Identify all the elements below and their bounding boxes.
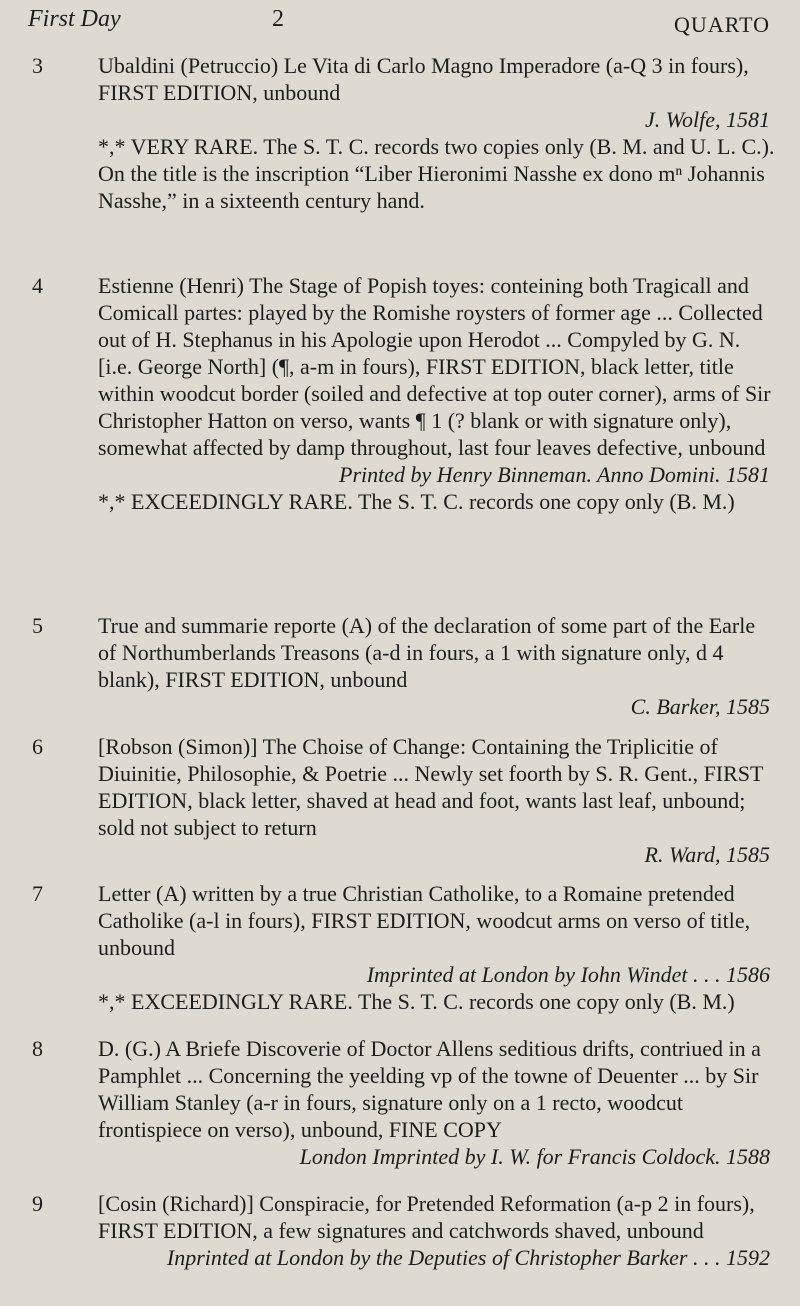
lot-7 (32, 880, 778, 1015)
lot-6 (32, 733, 778, 868)
lot-number: 5 (32, 613, 43, 638)
lot-imprint: Imprinted at London by Iohn Windet . . . 1586 (366, 962, 770, 987)
lot-4 (32, 272, 778, 515)
lot-description: Ubaldini (Petruccio) Le Vita di Carlo Magno Imperadore (a-Q 3 in fours), FIRST EDITION, unbound (98, 53, 749, 105)
lot-number: 6 (32, 734, 43, 759)
lot-number: 8 (32, 1036, 43, 1061)
lot-description: D. (G.) A Briefe Discoverie of Doctor Allens seditious drifts, contriued in a Pamphlet ... Concerning the yeelding vp of the towne of Deuenter ... by Sir William Stanley (a-r in fours, signature only on a 1 recto, woodcut frontispiece on verso), unbound, FINE COPY (98, 1036, 761, 1142)
lot-imprint: C. Barker, 1585 (630, 694, 770, 719)
lot-description: True and summarie reporte (A) of the declaration of some part of the Earle of Northumberlands Treasons (a-d in fours, a 1 with signature only, d 4 blank), FIRST EDITION, unbound (98, 613, 756, 692)
lot-description: Estienne (Henri) The Stage of Popish toyes: conteining both Tragicall and Comicall partes: played by the Romishe roysters of former age ... Collected out of H. Stephanus in his Apologie upon Herodot ... Compyled by G. N. [i.e. George North] (¶, a-m in fours), FIRST EDITION, black letter, title within woodcut border (soiled and defective at top outer corner), arms of Sir Christopher Hatton on verso, wants ¶ 1 (? blank or with signature only), somewhat affected by damp throughout, last four leaves defective, unbound (98, 273, 771, 460)
lot-note: *,* EXCEEDINGLY RARE. The S. T. C. records one copy only (B. M.) (98, 489, 735, 514)
lot-5 (32, 612, 778, 720)
lot-imprint: J. Wolfe, 1581 (644, 107, 770, 132)
page-header (28, 6, 770, 42)
lot-imprint: R. Ward, 1585 (644, 842, 770, 867)
lot-imprint: Inprinted at London by the Deputies of Christopher Barker . . . 1592 (166, 1245, 770, 1270)
header-right: QUARTO (674, 12, 770, 37)
lot-description: [Robson (Simon)] The Choise of Change: Containing the Triplicitie of Diuinitie, Philosophie, & Poetrie ... Newly set foorth by S. R. Gent., FIRST EDITION, black letter, shaved at head and foot, wants last leaf, unbound; sold not subject to return (98, 734, 764, 840)
lot-8 (32, 1035, 778, 1170)
lot-imprint: Printed by Henry Binneman. Anno Domini. 1581 (339, 462, 770, 487)
lot-3 (32, 52, 778, 214)
lot-number: 7 (32, 881, 43, 906)
lot-number: 9 (32, 1191, 43, 1216)
lot-note: *,* EXCEEDINGLY RARE. The S. T. C. records one copy only (B. M.) (98, 989, 735, 1014)
lot-number: 4 (32, 273, 43, 298)
page-number: 2 (272, 6, 284, 32)
lot-number: 3 (32, 53, 43, 78)
header-left: First Day (28, 6, 121, 32)
lot-9 (32, 1190, 778, 1271)
lot-note: *,* VERY RARE. The S. T. C. records two copies only (B. M. and U. L. C.). On the title is the inscription “Liber Hieronimi Nasshe ex dono mⁿ Johannis Nasshe,” in a sixteenth century hand. (98, 134, 775, 213)
lot-description: Letter (A) written by a true Christian Catholike, to a Romaine pretended Catholike (a-l in fours), FIRST EDITION, woodcut arms on verso of title, unbound (98, 881, 751, 960)
lot-imprint: London Imprinted by I. W. for Francis Coldock. 1588 (299, 1144, 770, 1169)
lot-description: [Cosin (Richard)] Conspiracie, for Pretended Reformation (a-p 2 in fours), FIRST EDITION, a few signatures and catchwords shaved, unbound (98, 1191, 755, 1243)
